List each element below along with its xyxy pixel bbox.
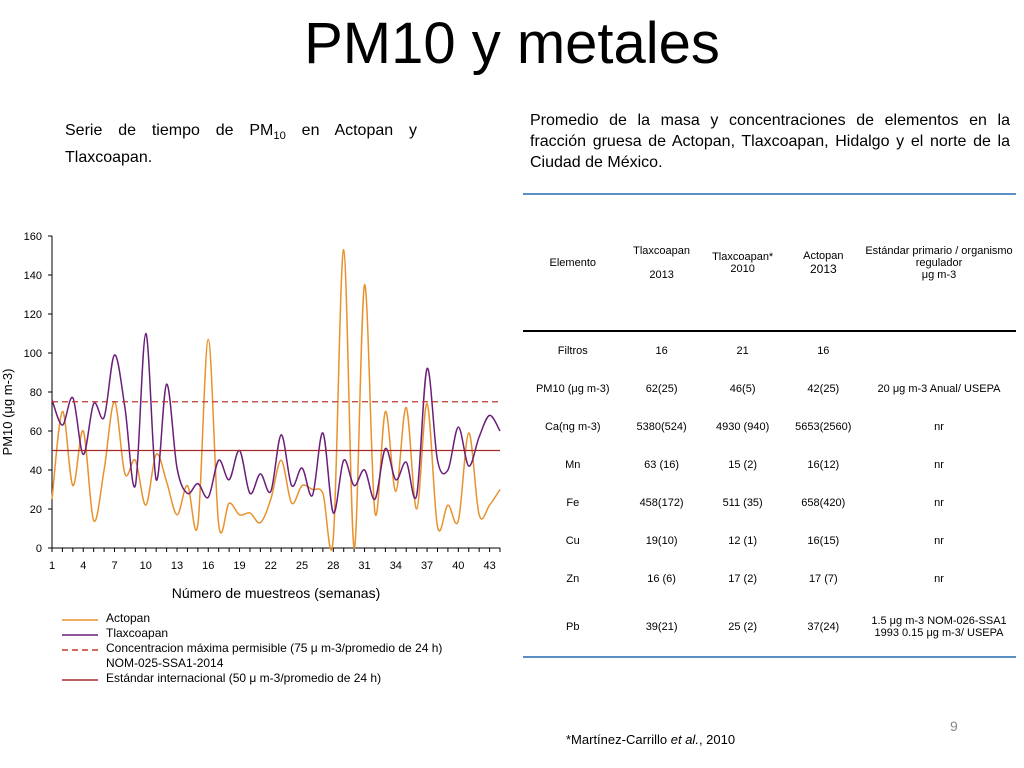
y-tick-label: 100 (23, 348, 42, 360)
x-tick-label: 19 (233, 560, 246, 572)
y-tick-label: 20 (29, 504, 42, 516)
table-cell: 20 μg m-3 Anual/ USEPA (877, 383, 1001, 395)
table-cell: Fe (566, 497, 580, 509)
x-tick-label: 40 (452, 560, 465, 572)
elements-table (523, 193, 1016, 658)
table-row (523, 408, 1016, 446)
table-row (523, 560, 1016, 598)
table-cell: 17 (2) (728, 573, 758, 585)
table-cell: 46(5) (729, 383, 756, 395)
x-tick-label: 13 (170, 560, 184, 572)
table-cell: 37(24) (807, 621, 840, 633)
legend-item-max-permisible: Concentracion máxima permisible (75 μ m-3/promedio de 24 h) NOM-025-SSA1-2014 (106, 641, 443, 670)
table-cell: PM10 (μg m-3) (535, 383, 610, 395)
x-tick-label: 25 (295, 560, 309, 572)
y-tick-label: 60 (29, 426, 42, 438)
table-cell: nr (934, 459, 944, 471)
table-cell: nr (934, 535, 944, 547)
table-cell: 16(15) (807, 535, 840, 547)
table-row (523, 331, 1016, 370)
table-cell: 19(10) (645, 535, 678, 547)
header-actopan-2013: Actopan 2013 (803, 249, 844, 276)
table-cell: Mn (565, 459, 581, 471)
table-row (523, 522, 1016, 560)
y-tick-label: 140 (23, 270, 42, 282)
table-cell: Ca(ng m-3) (544, 421, 601, 433)
legend-item-actopan: Actopan (106, 611, 151, 625)
table-cell: 25 (2) (728, 621, 758, 633)
table-cell: 1.5 μg m-3 NOM-026-SSA1 1993 0.15 μg m-3/ USEPA (871, 615, 1007, 639)
chart-legend (62, 611, 466, 686)
x-tick-label: 16 (202, 560, 215, 572)
y-tick-label: 40 (29, 465, 42, 477)
chart-description: Serie de tiempo de $PM_{10}$ en Actopan y Tlaxcoapan. (65, 122, 418, 167)
table-cell: 511 (35) (722, 497, 763, 509)
x-tick-label: 34 (389, 560, 402, 572)
table-cell: Filtros (557, 345, 588, 357)
legend-item-estandar-internacional: Estándar internacional (50 μ m-3/promedio de 24 h) (106, 671, 382, 685)
table-cell (862, 331, 1016, 370)
header-tlaxcoapan-2013: Tlaxcoapan 2013 (633, 244, 691, 281)
slide-title: PM10 y metales (304, 11, 720, 76)
table-row (523, 370, 1016, 408)
y-axis-label: PM10 (μg m-3) (0, 368, 15, 456)
page-number: 9 (950, 718, 958, 734)
table-cell: 21 (736, 345, 749, 357)
table-cell: nr (934, 573, 944, 585)
table-cell: 16 (655, 345, 668, 357)
table-cell: 12 (1) (728, 535, 758, 547)
x-axis-label: Número de muestreos (semanas) (171, 585, 381, 601)
x-tick-label: 7 (111, 560, 118, 572)
legend-item-tlaxcoapan: Tlaxcoapan (106, 626, 169, 640)
x-tick-label: 4 (80, 560, 87, 572)
table-row (523, 484, 1016, 522)
x-tick-label: 10 (139, 560, 152, 572)
table-cell: 4930 (940) (716, 421, 770, 433)
table-cell: 42(25) (807, 383, 840, 395)
header-tlaxcoapan-2010: Tlaxcoapan* 2010 (712, 250, 774, 275)
x-tick-label: 43 (483, 560, 496, 572)
x-tick-label: 31 (358, 560, 371, 572)
table-row (523, 598, 1016, 657)
table-cell: Pb (566, 621, 580, 633)
table-cell: nr (934, 421, 944, 433)
table-cell: Cu (565, 535, 580, 547)
table-cell: 63 (16) (644, 459, 680, 471)
table-cell: Zn (566, 573, 580, 585)
table-cell: 5653(2560) (795, 421, 852, 433)
table-cell: 16(12) (807, 459, 840, 471)
table-cell: 458(172) (639, 497, 684, 509)
x-tick-label: 37 (420, 560, 434, 572)
x-tick-label: 28 (327, 560, 340, 572)
table-cell: 15 (2) (728, 459, 758, 471)
table-cell: 16 (817, 345, 830, 357)
table-cell: nr (934, 497, 944, 509)
table-cell: 17 (7) (808, 573, 838, 585)
table-header-row (523, 194, 1016, 331)
table-row (523, 446, 1016, 484)
header-estandar: Estándar primario / organismo regulador μg m-3 (865, 244, 1013, 281)
table-cell: 5380(524) (636, 421, 687, 433)
table-cell: 39(21) (645, 621, 678, 633)
pm10-time-series-chart (0, 222, 520, 612)
y-tick-label: 80 (29, 387, 42, 399)
table-cell: 62(25) (645, 383, 678, 395)
table-description: Promedio de la masa y concentraciones de elementos en la fracción gruesa de Actopan, Tlaxcoapan, Hidalgo y el norte de la Ciudad de México. (530, 112, 1010, 171)
y-tick-label: 160 (23, 231, 42, 243)
table-cell: 658(420) (801, 497, 846, 509)
header-elemento: Elemento (549, 256, 596, 269)
x-tick-label: 1 (48, 560, 56, 572)
y-tick-label: 120 (23, 309, 42, 321)
citation: *Martínez-Carrillo et al., 2010 (566, 732, 736, 747)
x-tick-label: 22 (264, 560, 277, 572)
table-cell: 16 (6) (647, 573, 676, 585)
y-tick-label: 0 (35, 543, 42, 555)
actopan-series-line (52, 250, 500, 550)
